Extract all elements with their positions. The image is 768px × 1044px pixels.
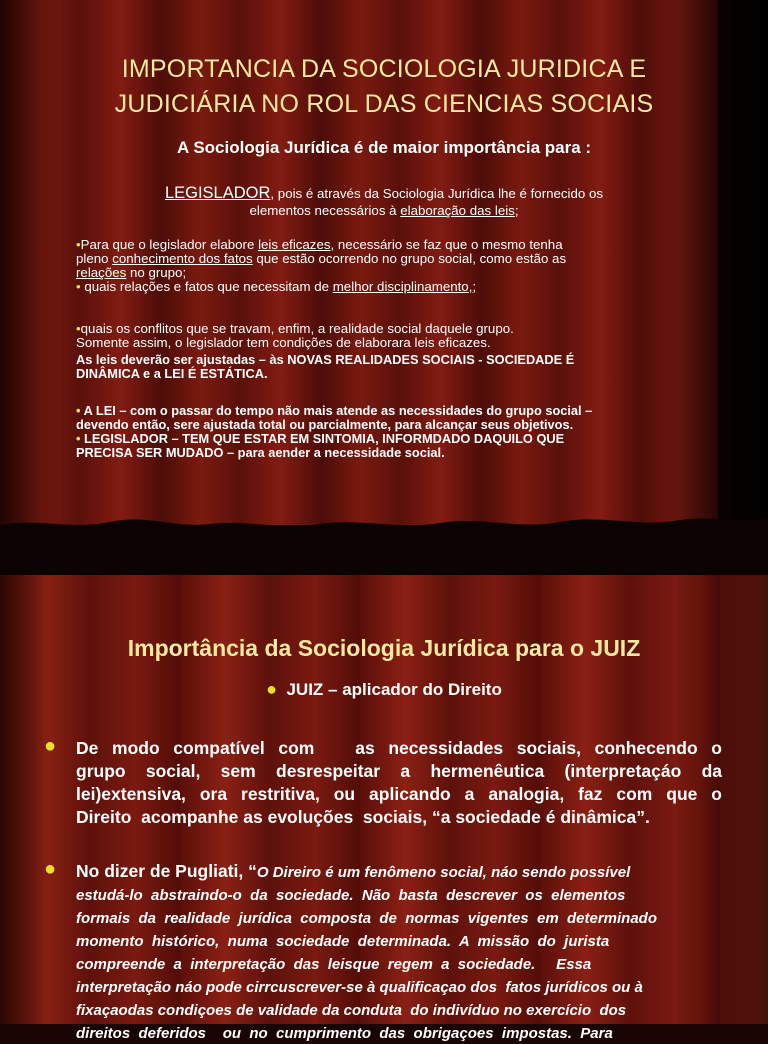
p3-b: Somente assim, o legislador tem condições de elaborara leis eficazes. bbox=[76, 335, 491, 350]
p1-h: no grupo; bbox=[126, 265, 187, 280]
p4-d: PRECISA SER MUDADO – para aender a necessidade social. bbox=[76, 445, 445, 460]
slide1-subtitle: A Sociologia Jurídica é de maior importância para : bbox=[176, 138, 592, 157]
legislador-line2 bbox=[0, 204, 768, 218]
slide2-title: Importância da Sociologia Jurídica para o JUIZ bbox=[127, 635, 641, 661]
p1-e: conhecimento dos fatos bbox=[112, 251, 253, 266]
pugliati-intro: No dizer de Pugliati, “ bbox=[76, 861, 257, 881]
paragraph-pugliati bbox=[76, 860, 722, 1044]
legislador-line2-text: elementos necessários à bbox=[249, 203, 401, 218]
quote-line: interpretação náo pode cirrcuscrever-se à qualificaçao dos fatos jurídicos ou à bbox=[76, 979, 643, 996]
paragraph-conflitos: •quais os conflitos que se travam, enfim, a realidade social daquele grupo. Somente assim, o legislador tem condições de elaborara leis eficazes. bbox=[76, 321, 514, 350]
legislador-line2-end: ; bbox=[514, 203, 519, 218]
paragraph-leis-eficazes: •Para que o legislador elabore leis eficazes, necessário se faz que o mesmo tenha pleno conhecimento dos fatos que estão ocorrendo no grupo social, como estão as relações no grupo; • quais relações e fatos que necessitam de melhor disciplinamento,; bbox=[76, 237, 567, 294]
p1-g: relações bbox=[76, 265, 127, 280]
legislador-line2-underlined: elaboração das leis bbox=[400, 203, 515, 218]
slide1-title-line2: JUDICIÁRIA NO ROL DAS CIENCIAS SOCIAIS bbox=[114, 90, 654, 118]
quote-line: fixaçaodas condiçoes de validade da conduta do indivíduo no exercício dos bbox=[76, 1002, 627, 1019]
paragraph-line: lei)extensiva, ora restritiva, ou aplicando a analogia, faz com que o bbox=[76, 784, 722, 804]
p3-c: As leis deverão ser ajustadas – às NOVAS REALIDADES SOCIAIS - SOCIEDADE É bbox=[76, 352, 575, 367]
p2-a: quais relações e fatos que necessitam de bbox=[80, 279, 333, 294]
paragraph-line: Direito acompanhe as evoluções sociais, “a sociedade é dinâmica”. bbox=[76, 807, 650, 827]
p3-d: DINÂMICA e a LEI É ESTÁTICA. bbox=[76, 366, 268, 381]
slide1-title-line1: IMPORTANCIA DA SOCIOLOGIA JURIDICA E bbox=[121, 55, 647, 83]
p1-d: pleno bbox=[76, 251, 113, 266]
p4-c: LEGISLADOR – TEM QUE ESTAR EM SINTOMIA, INFORMDADO DAQUILO QUE bbox=[80, 431, 565, 446]
quote-line: O Direiro é um fenômeno social, náo sendo possível bbox=[256, 864, 631, 881]
p4-b: devendo então, sere ajustada total ou parcialmente, para alcançar seus objetivos. bbox=[76, 417, 574, 432]
paragraph-line: grupo social, sem desrespeitar a hermenêutica (interpretaçáo da bbox=[76, 761, 722, 781]
quote-line: estudá-lo abstraindo-o da sociedade. Não basta descrever os elementos bbox=[76, 887, 626, 904]
paragraph-modo-compativel bbox=[76, 737, 722, 829]
juiz-bullet-text: JUIZ – aplicador do Direito bbox=[286, 680, 502, 699]
legislador-text: , pois é através da Sociologia Jurídica lhe é fornecido os bbox=[270, 186, 604, 201]
p1-c: , necessário se faz que o mesmo tenha bbox=[330, 237, 563, 252]
quote-line: direitos deferidos ou no cumprimento das obrigaçoes impostas. Para bbox=[76, 1025, 613, 1042]
slide-separator bbox=[0, 525, 768, 575]
p1-f: que estão ocorrendo no grupo social, como estão as bbox=[252, 251, 567, 266]
paragraph-leis-ajustadas bbox=[76, 353, 698, 381]
bullet-icon: ● bbox=[44, 858, 57, 880]
bullet-icon: ● bbox=[266, 679, 278, 699]
quote-line: formais da realidade jurídica composta de normas vigentes em determinado bbox=[76, 910, 658, 927]
p4-a: A LEI – com o passar do tempo não mais atende as necessidades do grupo social – bbox=[80, 403, 593, 418]
paragraph-line: De modo compatível com as necessidades sociais, conhecendo o bbox=[76, 738, 722, 758]
bullet-icon: ● bbox=[44, 735, 57, 757]
p2-b: melhor disciplinamento bbox=[332, 279, 469, 294]
legislador-line1 bbox=[0, 186, 768, 201]
paragraph-a-lei: • A LEI – com o passar do tempo não mais atende as necessidades do grupo social – devendo então, sere ajustada total ou parcialmente, para alcançar seus objetivos. • LEGISLADOR – TEM QUE ESTAR EM SINTOMIA, INFORMDADO DAQUILO QUE PRECISA SER MUDADO – para aender a necessidade social. bbox=[76, 403, 593, 460]
legislador-word: LEGISLADOR bbox=[164, 184, 271, 202]
p1-a: Para que o legislador elabore bbox=[80, 237, 259, 252]
pugliati-quote bbox=[76, 864, 657, 1042]
quote-line: compreende a interpretação das leisque regem a sociedade. Essa bbox=[76, 956, 592, 973]
quote-line: momento histórico, numa sociedade determinada. A missão do jurista bbox=[76, 933, 610, 950]
slide-2 bbox=[0, 575, 768, 1042]
p2-c: ,; bbox=[468, 279, 477, 294]
juiz-bullet bbox=[0, 679, 768, 700]
p3-a: quais os conflitos que se travam, enfim, a realidade social daquele grupo. bbox=[80, 321, 514, 336]
p1-b: leis eficazes bbox=[258, 237, 331, 252]
